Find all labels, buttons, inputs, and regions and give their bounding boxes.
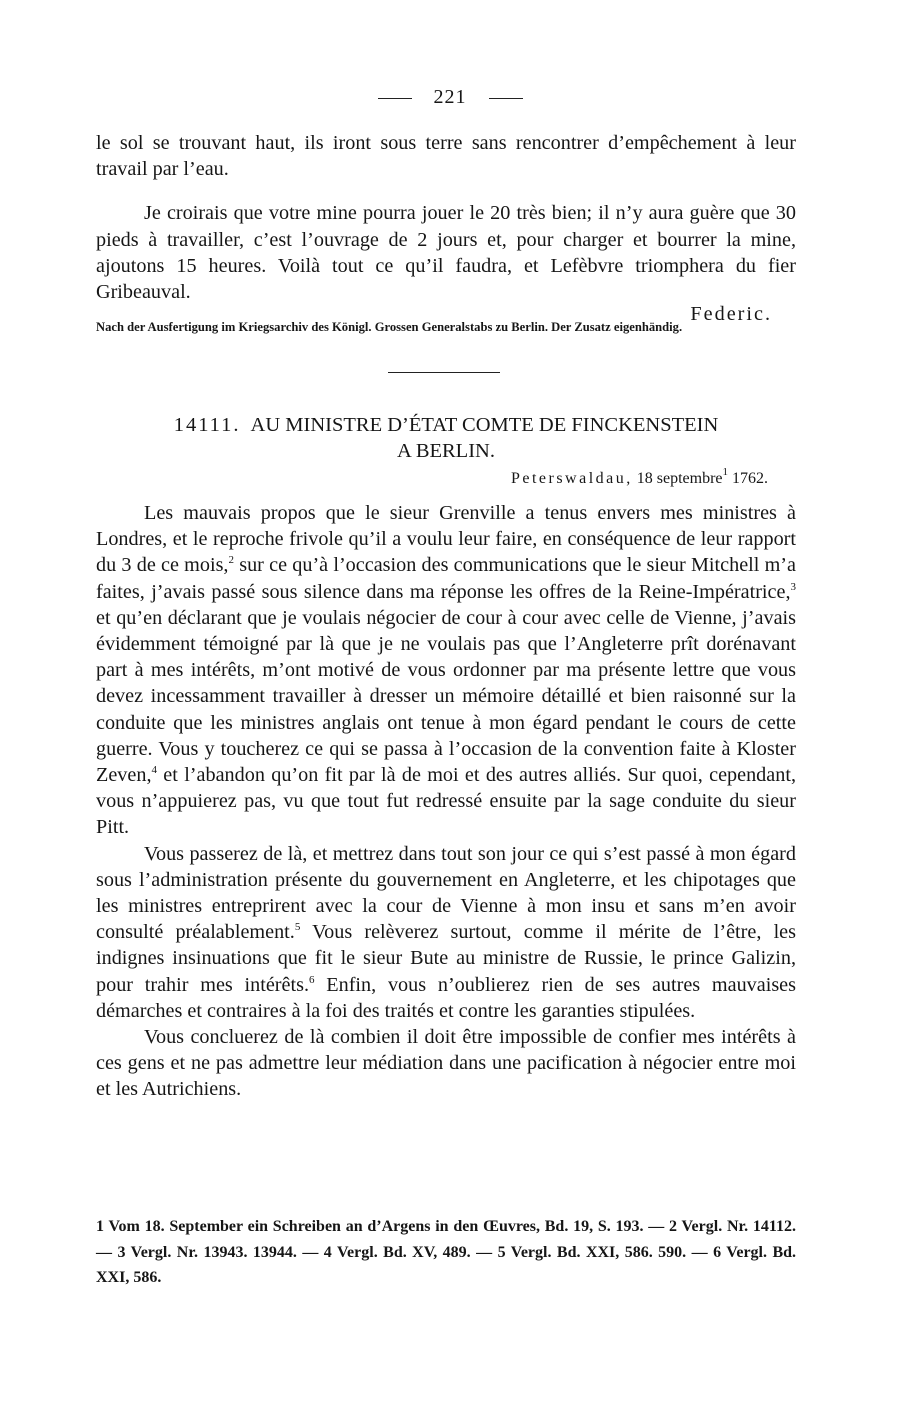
letter-title-line-1: AU MINISTRE D’ÉTAT COMTE DE FINCKENSTEIN xyxy=(250,414,719,436)
text-segment: et l’abandon qu’on fit par là de moi et des autres alliés. Sur quoi, cependant, vous n’appuierez pas, vu que tout fut redressé ensuite par la sage conduite du sieur Pitt. xyxy=(96,764,796,839)
page-header xyxy=(0,86,900,109)
body-paragraph-1 xyxy=(96,500,796,841)
text-segment: 5 Vergl. Bd. XXI, 586. 590. — xyxy=(497,1243,714,1261)
text-segment: sur ce qu’à l’occasion des communications que le sieur Mitchell m’a faites, j’avais passé sous silence dans ma réponse les offres de la Reine-Impératrice, xyxy=(96,554,796,603)
text-segment: 3 Vergl. Nr. 13943. 13944. — xyxy=(117,1243,324,1261)
footnote-ref: 4 xyxy=(151,764,157,777)
text-segment: 4 Vergl. Bd. XV, 489. — xyxy=(323,1243,498,1261)
page-number: 221 xyxy=(433,86,467,108)
footnote-ref: 6 xyxy=(309,973,315,986)
previous-letter-ending xyxy=(96,130,796,327)
body-paragraph-2 xyxy=(96,841,796,1024)
letter-heading xyxy=(96,412,796,464)
body-paragraph-3: Vous concluerez de là combien il doit être impossible de confier mes intérêts à ces gens et ne pas admettre leur médiation dans une pacification à négocier entre moi et les Autrichiens. xyxy=(96,1026,796,1101)
previous-letter-paragraph-2: Je croirais que votre mine pourra jouer le 20 très bien; il n’y aura guère que 30 pieds à travailler, c’est l’ouvrage de 2 jours et, pour charger et bourrer la mine, ajoutons 15 heures. Voilà tout ce qu’il faudra, et Lefèbvre triomphera du fier Gribeauval. xyxy=(96,202,796,304)
text-segment: 2 Vergl. Nr. 14112. — xyxy=(96,1218,797,1261)
source-note: Nach der Ausfertigung im Kriegsarchiv des Königl. Grossen Generalstabs zu Berlin. Der Zusatz eigenhändig. xyxy=(96,320,683,334)
footnote-ref: 5 xyxy=(294,921,301,934)
text-segment: Enfin, vous n’oublierez rien de ses autres mauvaises démarches et contraires à la foi des traités et contre les garanties stipulées. xyxy=(96,973,796,1022)
letter-number: 14111. xyxy=(173,414,241,436)
letter-body xyxy=(96,500,796,1103)
letter-title-line-2: A BERLIN. xyxy=(397,440,495,462)
dateline-place: Peterswaldau, xyxy=(510,470,633,487)
text-segment: 6 Vergl. Bd. XXI, 586. xyxy=(96,1243,797,1286)
previous-letter-paragraph-1: le sol se trouvant haut, ils iront sous terre sans rencontrer d’empêchement à leur travail par l’eau. xyxy=(96,132,796,181)
signature: Federic. xyxy=(690,303,772,326)
footnotes xyxy=(96,1214,796,1291)
dateline-date: 18 septembre xyxy=(636,470,723,487)
header-dash-right xyxy=(489,98,523,99)
footnote-ref: 1 xyxy=(722,466,728,478)
text-segment: Les mauvais propos que le sieur Grenville a tenus envers mes ministres à Londres, et le reproche frivole qu’il a voulu leur faire, en conséquence de leur rapport du 3 de ce mois, xyxy=(96,502,796,577)
text-segment: et qu’en déclarant que je voulais négocier de cour à cour avec celle de Vienne, j’avais évidemment témoigné par là que je ne voulais pas que l’Angleterre prît dorénavant part à mes intérêts, m’ont motivé de vous ordonner par ma présente lettre que vous devez incessamment travailler à dresser un mémoire détaillé et bien raisonné sur la conduite que les ministres anglais ont tenue à mon égard pendant le cours de cette guerre. Vous y toucherez ce qui se passa à l’occasion de la convention faite à Kloster Zeven, xyxy=(96,606,796,787)
dateline xyxy=(96,466,768,488)
text-segment: Vous relèverez surtout, comme il mérite de l’être, les indignes insinuations que fit le sieur Bute au ministre de Russie, le prince Galizin, pour trahir mes intérêts. xyxy=(96,921,796,996)
dateline-year: 1762. xyxy=(732,470,768,487)
header-dash-left xyxy=(378,98,412,99)
text-segment: 1 Vom 18. September ein Schreiben an d’Argens in den Œuvres, Bd. 19, S. 193. — xyxy=(96,1218,669,1235)
footnote-ref: 3 xyxy=(790,580,796,593)
text-segment: Vous passerez de là, et mettrez dans tout son jour ce qui s’est passé à mon égard sous l’administration présente du gouvernement en Angleterre, et les chipotages que les ministres entreprirent avec la cour de Vienne à mon insu et sans m’en avoir consulté préalablement. xyxy=(96,842,796,944)
section-divider xyxy=(388,372,500,373)
footnote-ref: 2 xyxy=(228,554,234,567)
